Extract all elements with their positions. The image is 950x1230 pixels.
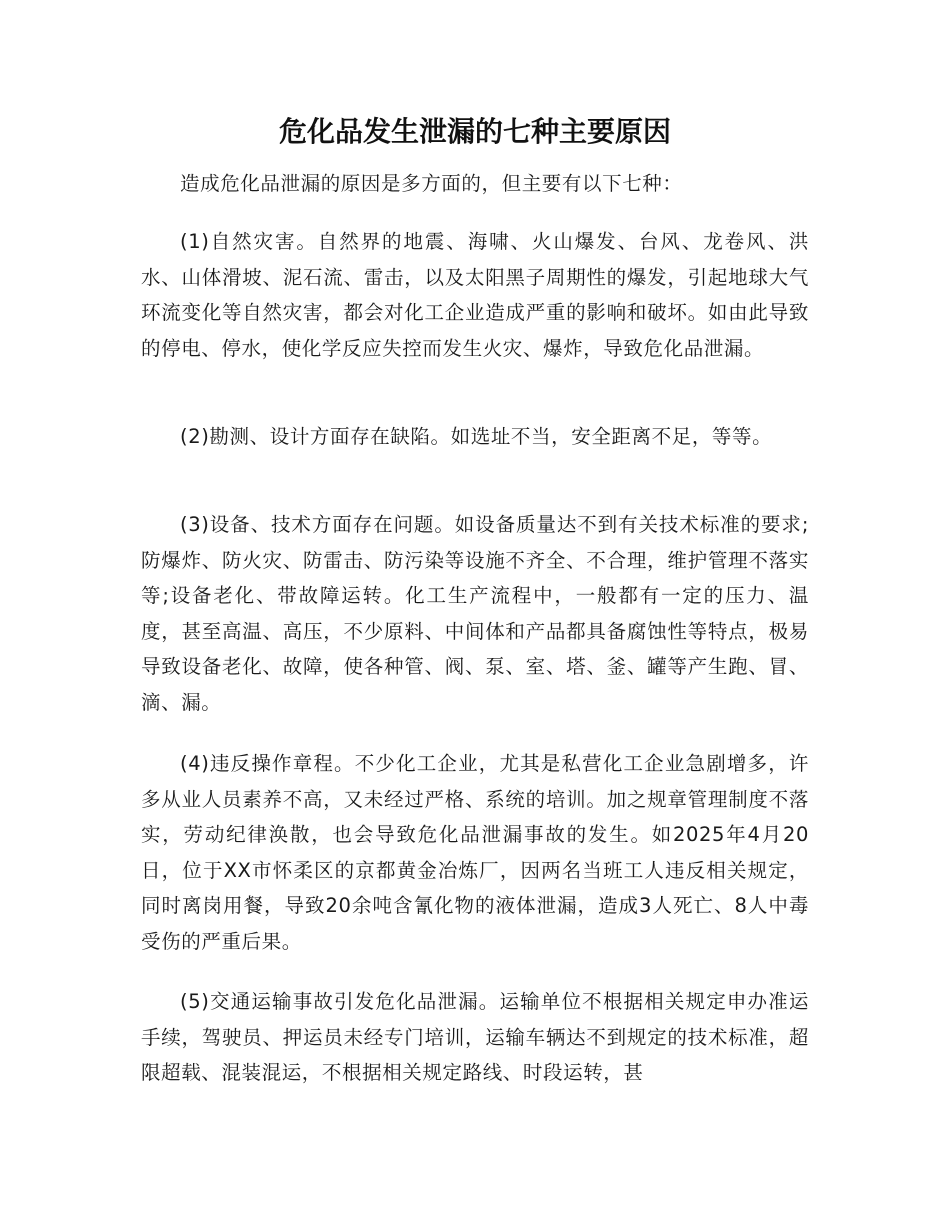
- document-title: 危化品发生泄漏的七种主要原因: [278, 115, 671, 148]
- paragraph-transport-accidents: (5)交通运输事故引发危化品泄漏。运输单位不根据相关规定申办准运手续，驾驶员、押运员未经专门培训，运输车辆达不到规定的技术标准，超限超载、混装混运，不根据相关规定路线、时段运转，甚: [141, 990, 809, 1084]
- paragraph-equipment-issues: (3)设备、技术方面存在问题。如设备质量达不到有关技术标准的要求;防爆炸、防火灾、防雷击、防污染等设施不齐全、不合理，维护管理不落实等;设备老化、带故障运转。化工生产流程中，一般都有一定的压力、温度，甚至高温、高压，不少原料、中间体和产品都具备腐蚀性等特点，极易导致设备老化、故障，使各种管、阀、泵、室、塔、釜、罐等产生跑、冒、滴、漏。: [141, 513, 809, 714]
- paragraph-design-defects: (2)勘测、设计方面存在缺陷。如选址不当，安全距离不足，等等。: [180, 425, 773, 448]
- paragraph-operation-violations: (4)违反操作章程。不少化工企业，尤其是私营化工企业急剧增多，许多从业人员素养不高，又未经过严格、系统的培训。加之规章管理制度不落实，劳动纪律涣散，也会导致危化品泄漏事故的发生。如2025年4月20日，位于XX市怀柔区的京都黄金冶炼厂，因两名当班工人违反相关规定，同时离岗用餐，导致20余吨含氰化物的液体泄漏，造成3人死亡、8人中毒受伤的严重后果。: [141, 752, 809, 953]
- intro-paragraph: 造成危化品泄漏的原因是多方面的，但主要有以下七种：: [180, 172, 683, 195]
- paragraph-natural-disasters: (1)自然灾害。自然界的地震、海啸、火山爆发、台风、龙卷风、洪水、山体滑坡、泥石流、雷击，以及太阳黑子周期性的爆发，引起地球大气环流变化等自然灾害，都会对化工企业造成严重的影响和破坏。如由此导致的停电、停水，使化学反应失控而发生火灾、爆炸，导致危化品泄漏。: [141, 230, 809, 360]
